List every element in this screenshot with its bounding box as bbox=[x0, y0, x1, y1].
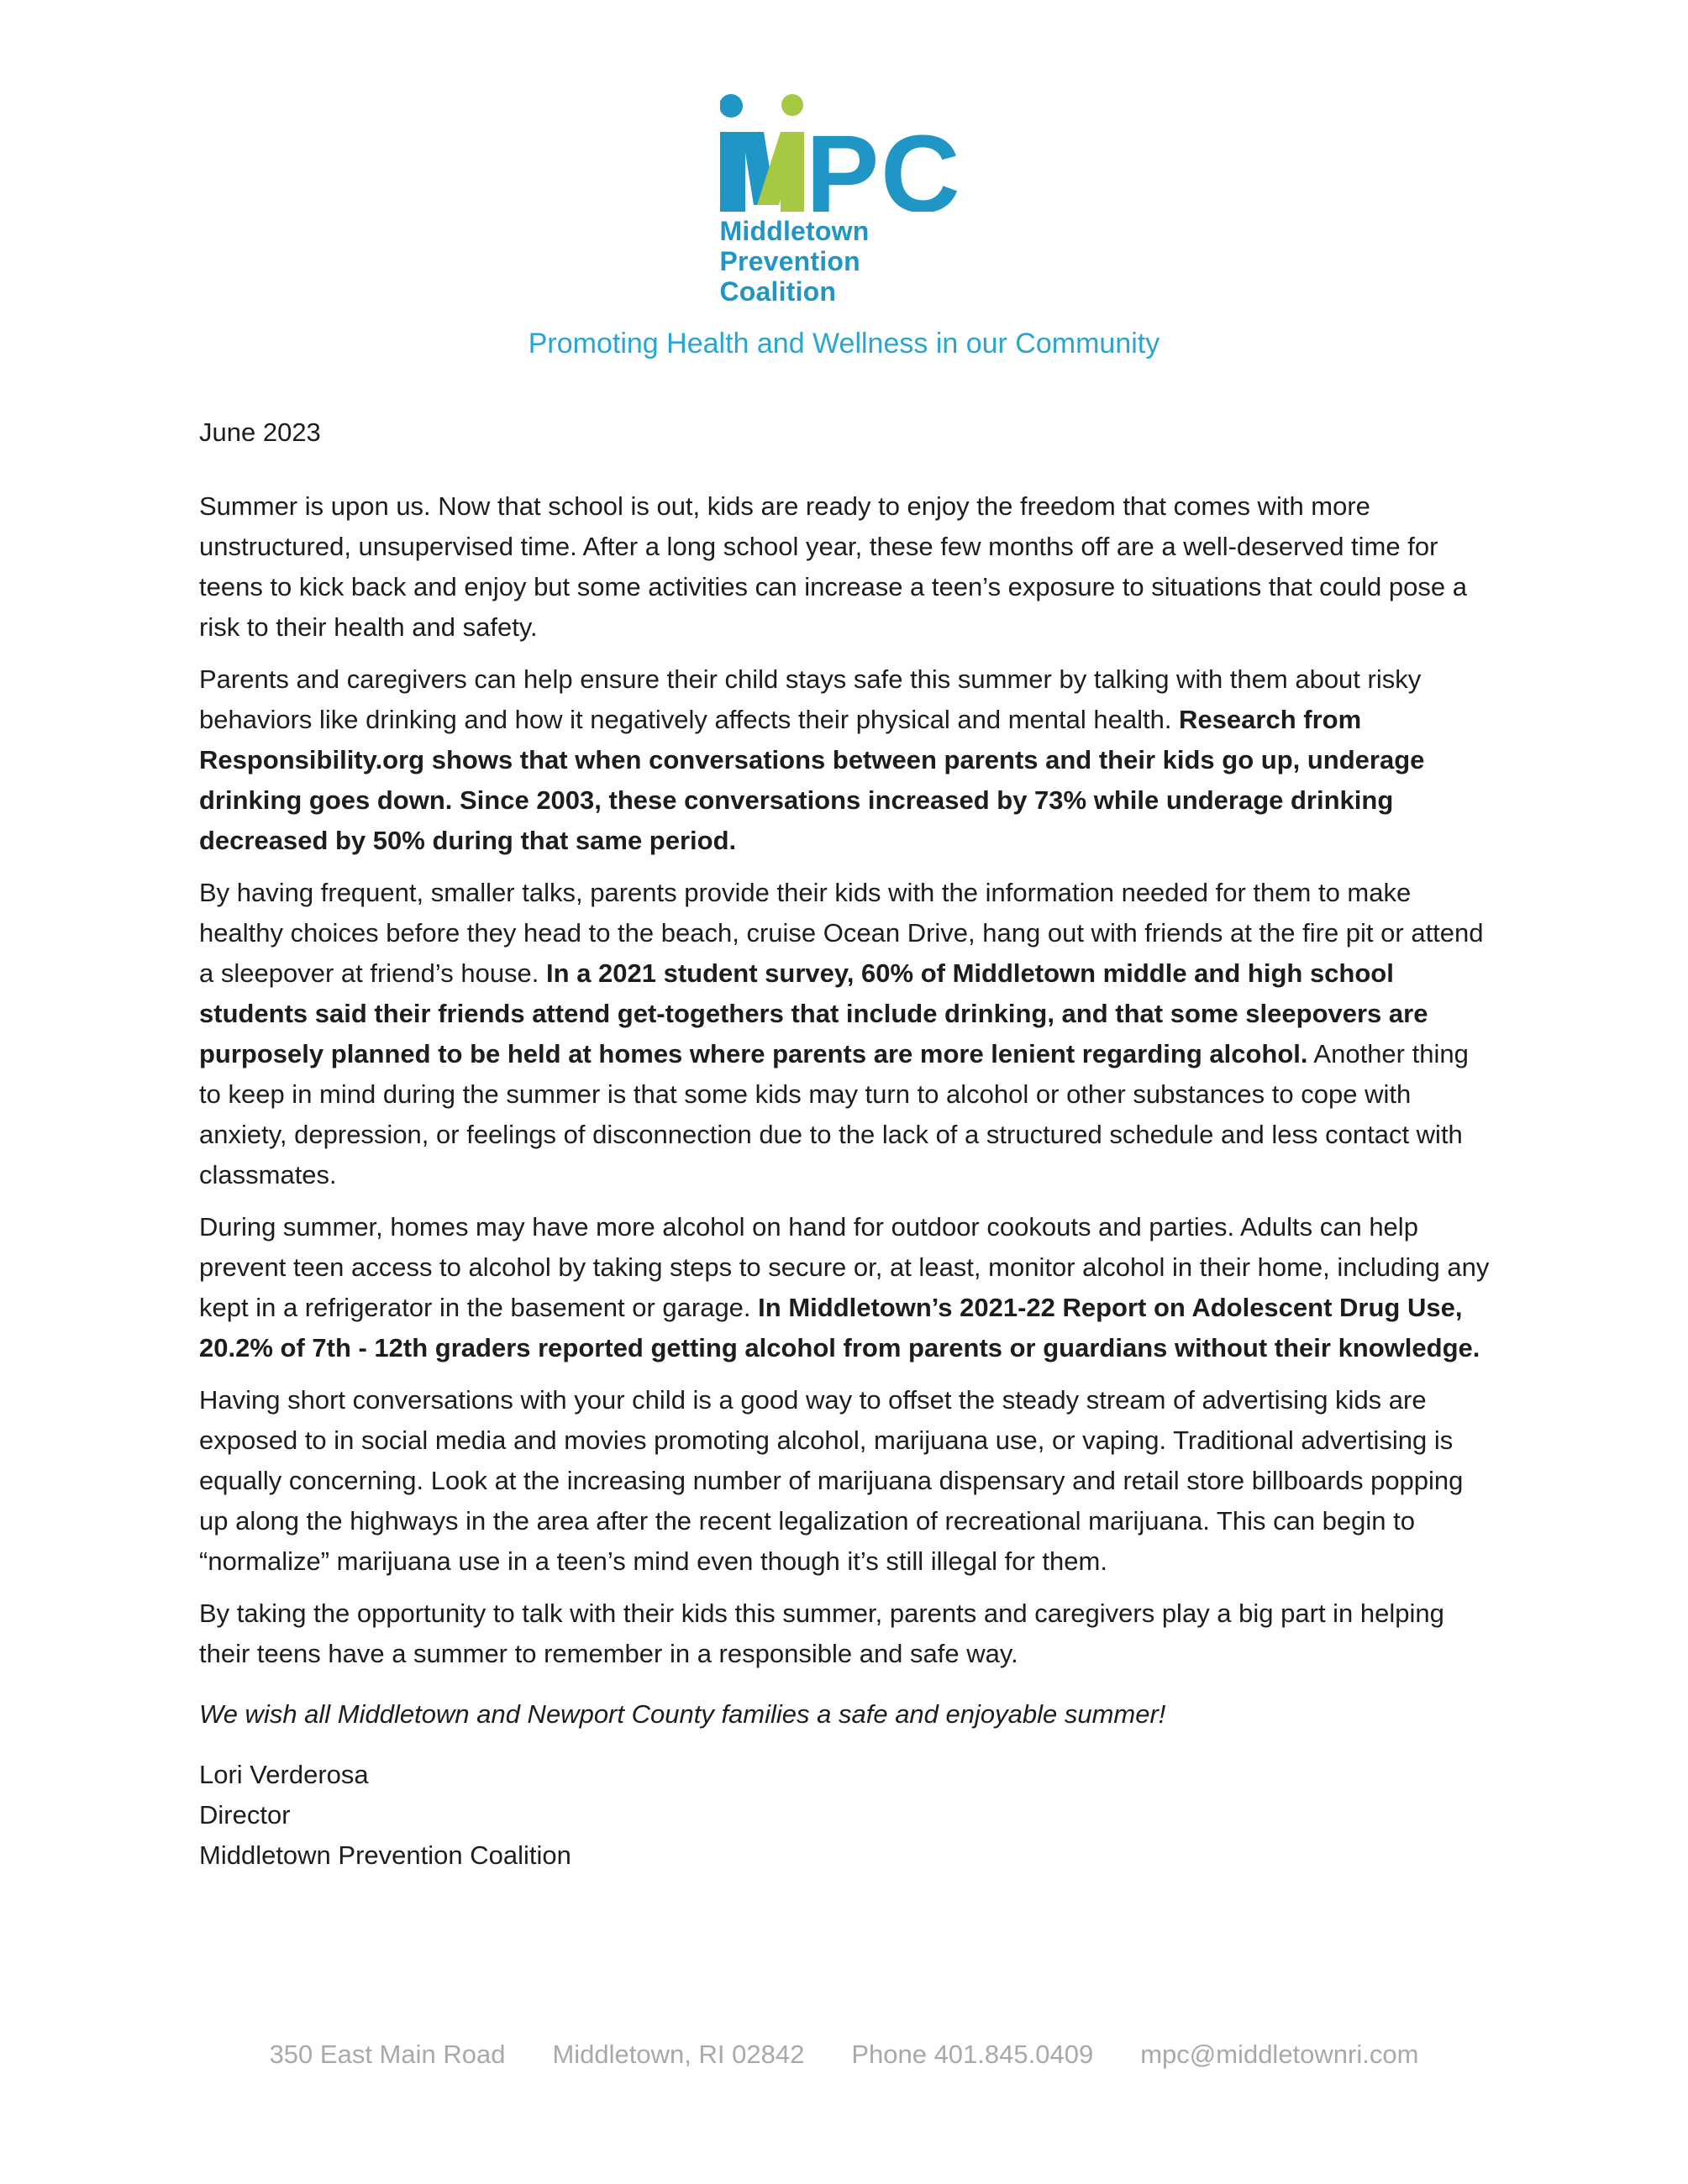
footer-contact-bar bbox=[0, 2038, 1688, 2071]
paragraph-segment: Having short conversations with your child is a good way to offset the steady stream of advertising kids are exposed to in social media and movies promoting alcohol, marijuana use, or vaping. Traditional advertising is equally concerning. Look at the increasing number of marijuana dispensary and retail store billboards popping up along the highways in the area after the recent legalization of recreational marijuana. This can begin to “normalize” marijuana use in a teen’s mind even though it’s still illegal for them. bbox=[199, 1385, 1464, 1576]
letterhead bbox=[0, 0, 1688, 360]
person-head-blue-icon bbox=[720, 94, 743, 118]
paragraph bbox=[199, 659, 1493, 861]
paragraph-segment: By taking the opportunity to talk with their kids this summer, parents and caregivers play a big part in helping their teens have a summer to remember in a responsible and safe way. bbox=[199, 1599, 1444, 1668]
letter-p: P bbox=[805, 112, 879, 212]
paragraph-segment: Another thing to keep in mind during the summer is that some kids may turn to alcohol or other substances to cope with anxiety, depression, or feelings of disconnection due to the lack of a structured schedule and less contact with classmates. bbox=[199, 1039, 1469, 1189]
paragraph-segment: We wish all Middletown and Newport County families a safe and enjoyable summer! bbox=[199, 1699, 1166, 1729]
footer-email: mpc@middletownri.com bbox=[1140, 2040, 1419, 2069]
logo-wordmark-line1: Middletown bbox=[719, 216, 870, 246]
footer-address: 350 East Main Road bbox=[269, 2040, 506, 2069]
footer-city-state-zip: Middletown, RI 02842 bbox=[552, 2040, 805, 2069]
paragraph bbox=[199, 1380, 1493, 1582]
body-paragraphs bbox=[199, 486, 1493, 1735]
paragraph bbox=[199, 1694, 1493, 1735]
signature-line: Director bbox=[199, 1800, 291, 1830]
paragraph bbox=[199, 1207, 1493, 1368]
letter-body bbox=[199, 412, 1493, 1876]
paragraph-segment: In Middletown’s 2021-22 Report on Adolescent Drug Use, 20.2% of 7th - 12th graders reported getting alcohol from parents or guardians without their knowledge. bbox=[199, 1293, 1480, 1362]
footer-phone: Phone 401.845.0409 bbox=[851, 2040, 1094, 2069]
tagline: Promoting Health and Wellness in our Community bbox=[528, 328, 1160, 360]
letter-m-right-stroke bbox=[781, 132, 804, 212]
logo-wordmark-line2: Prevention Coalition bbox=[719, 246, 860, 307]
paragraph-segment: In a 2021 student survey, 60% of Middletown middle and high school students said their friends attend get-togethers that include drinking, and that some sleepovers are purposely planned to be held at homes where parents are more lenient regarding alcohol. bbox=[199, 958, 1428, 1068]
letter-date: June 2023 bbox=[199, 417, 321, 447]
paragraph-segment: During summer, homes may have more alcohol on hand for outdoor cookouts and parties. Adults can help prevent teen access to alcohol by taking steps to secure or, at least, monitor alcohol in their home, including any kept in a refrigerator in the basement or garage. bbox=[199, 1212, 1490, 1322]
paragraph bbox=[199, 486, 1493, 648]
paragraph-segment: Research from Responsibility.org shows that when conversations between parents and their kids go up, underage drinking goes down. Since 2003, these conversations increased by 73% while underage drinking decreased by 50% during that same period. bbox=[199, 705, 1425, 855]
paragraph bbox=[199, 1593, 1493, 1674]
paragraph-segment: Parents and caregivers can help ensure their child stays safe this summer by talking with them about risky behaviors like drinking and how it negatively affects their physical and mental health. bbox=[199, 664, 1422, 734]
logo-wordmark bbox=[720, 216, 969, 307]
paragraph-segment: Summer is upon us. Now that school is out, kids are ready to enjoy the freedom that comes with more unstructured, unsupervised time. After a long school year, these few months off are a well-deserved time for teens to kick back and enjoy but some activities can increase a teen’s exposure to situations that could pose a risk to their health and safety. bbox=[199, 491, 1467, 642]
paragraph-segment: By having frequent, smaller talks, parents provide their kids with the information needed for them to make healthy choices before they head to the beach, cruise Ocean Drive, hang out with friends at the fire pit or attend a sleepover at friend’s house. bbox=[199, 878, 1484, 988]
letter-m-left-stroke bbox=[720, 132, 745, 212]
mpc-logo-mark bbox=[720, 94, 964, 212]
signature-line: Middletown Prevention Coalition bbox=[199, 1840, 571, 1870]
person-head-green-icon bbox=[781, 94, 803, 116]
signature-block bbox=[199, 1755, 1493, 1876]
mpc-logo bbox=[720, 94, 969, 307]
paragraph bbox=[199, 873, 1493, 1195]
signature-line: Lori Verderosa bbox=[199, 1760, 369, 1789]
letter-c: C bbox=[880, 112, 960, 212]
